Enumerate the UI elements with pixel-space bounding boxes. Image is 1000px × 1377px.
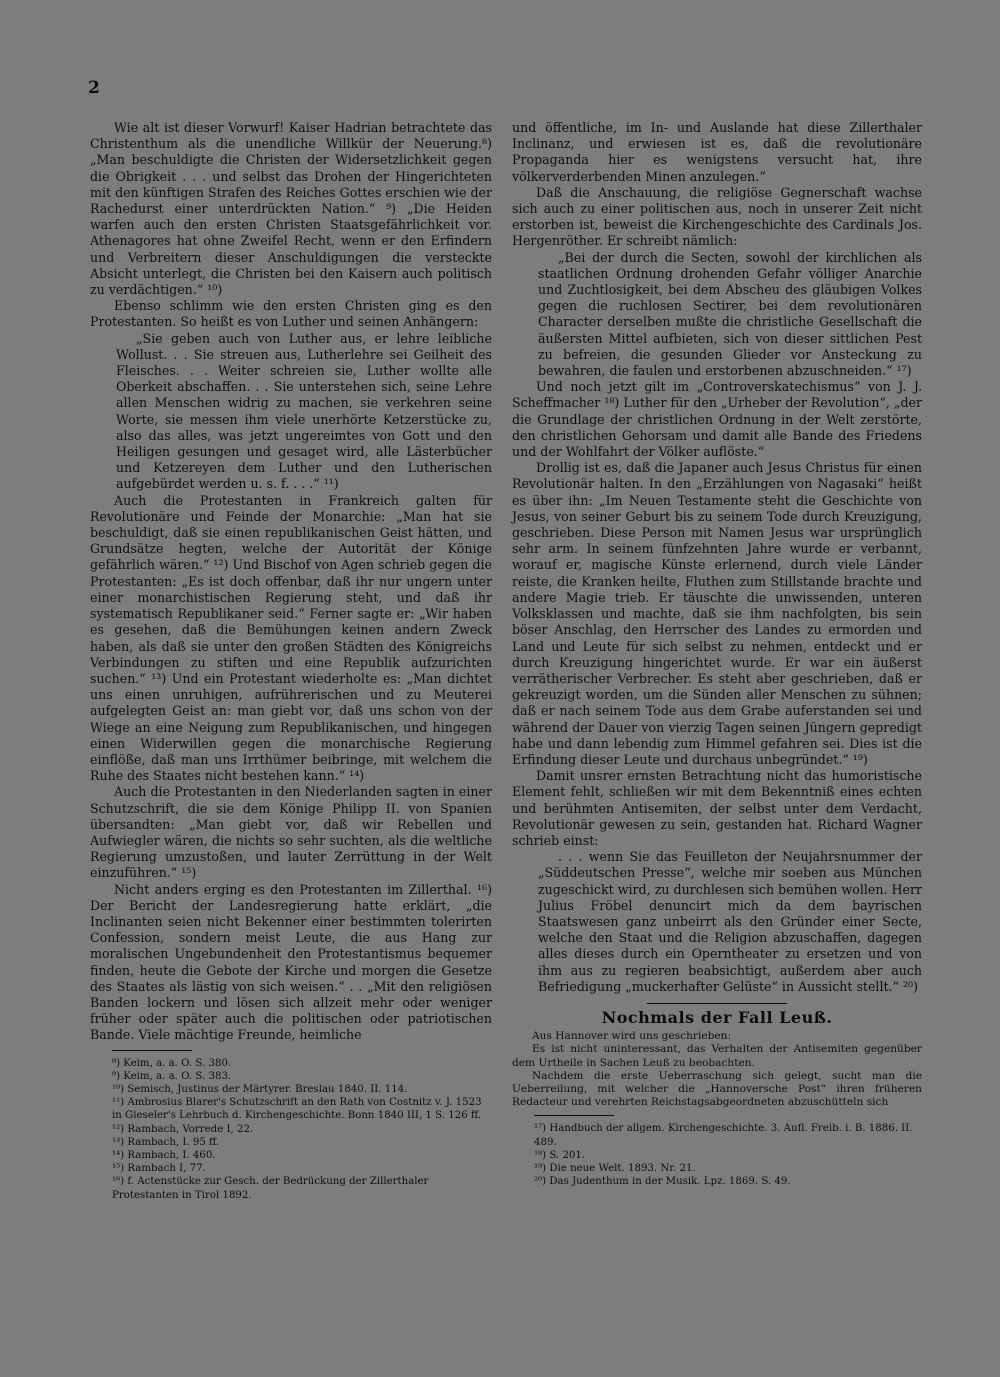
footnote: ⁹) Keim, a. a. O. S. 383. <box>112 1070 232 1082</box>
paragraph: Daß die Anschauung, die religiöse Gegnerschaft wachse sich auch zu einer politischen aus, noch in unserer Zeit nicht erstorben ist, beweist die Kirchengeschichte des Cardinals Jos. Hergenröther. Er schreibt nämlich: <box>512 184 922 249</box>
quote: „Sie geben auch von Luther aus, er lehre leibliche Wollust. . . Sie streuen aus, Lutherlehre sei Geilheit des Fleisches. . . Weiter schreien sie, Luther wollte alle Oberkeit abschaffen. . . Sie unterstehen sich, seine Lehre allen Menschen widrig zu machen, sie verkehren seine Worte, sie messen ihm viele unerhörte Ketzerstücke zu, also das alles, was jetzt ungereimtes von Gott und den Heiligen gesungen und gesaget wird, alle Lästerbücher und Ketzereyen dem Luther und den Lutherischen aufgebürdet werden u. s. f. . . .“ ¹¹) <box>116 330 492 492</box>
section-heading: Nochmals der Fall Leuß. <box>601 1007 833 1027</box>
paragraph: Aus Hannover wird uns geschrieben: <box>532 1030 732 1043</box>
paragraph: Auch die Protestanten in Frankreich galten für Revolutionäre und Feinde der Monarchie: „Man hat sie beschuldigt, daß sie einen republikanischen Geist hätten, und Grundsätze hegten, welche der Autorität der Könige gefährlich wären.“ ¹²) Und Bischof von Agen schrieb gegen die Protestanten: „Es ist doch offenbar, daß ihr nur ungern unter einer monarchistischen Regierung steht, und daß ihr systematisch Republikaner seid.“ Ferner sagte er: „Wir haben es gesehen, daß die Bemühungen keinen andern Zweck haben, als daß sie unter den großen Städten des Königreichs Verbindungen zu stiften und eine Republik aufzurichten suchen.“ ¹³) Und ein Protestant wiederholte es: „Man dichtet uns einen unruhigen, aufrührerischen und zu Meuterei aufgelegten Geist an: man giebt vor, daß uns schon von der Wiege an eine Neigung zum Republikanischen, und hingegen einen Widerwillen gegen die monarchische Regierung einflöße, daß man uns Irrthümer beibringe, mit welchem die Ruhe des Staates nicht bestehen kann.“ ¹⁴) <box>90 492 492 784</box>
paragraph: Nicht anders erging es den Protestanten im Zillerthal. ¹⁶) Der Bericht der Landesregierung hatte erklärt, „die Inclinanten seien nicht Bekenner einer bestimmten tolerirten Confession, sondern meist Leute, die aus Hang zur moralischen Ungebundenheit den Protestantismus bequemer finden, heute die Gebote der Kirche und morgen die Gesetze des Staates als lästig von sich weisen.“ . . „Mit den religiösen Banden lockern und lösen sich allzeit mehr oder weniger früher oder später auch die politischen oder patriotischen Bande. Viele mächtige Freunde, heimliche <box>90 881 492 1043</box>
paragraph: Wie alt ist dieser Vorwurf! Kaiser Hadrian betrachtete das Christenthum als die unendliche Willkür der Neuerung.⁸) „Man beschuldigte die Christen der Widersetzlichkeit gegen die Obrigkeit . . . und selbst das Drohen der Hingerichteten mit den künftigen Strafen des Reiches Gottes erschien wie der Rachedurst einer unterdrückten Nation.“ ⁹) „Die Heiden warfen auch den ersten Christen Staatsgefährlichkeit vor. Athenagores hat ohne Zweifel Recht, wenn er den Erfindern und Verbreitern dieser Anschuldigungen die versteckte Absicht unterlegt, die Christen bei den Kaisern auch politisch zu verdächtigen.“ ¹⁰) <box>90 120 492 298</box>
quote: . . . wenn Sie das Feuilleton der Neujahrsnummer der „Süddeutschen Presse“, welche mir soeben aus München zugeschickt wird, zu durchlesen sich bemühen wollen. Herr Julius Fröbel denuncirt mich da dem bayrischen Staatswesen ganz unbeirrt als den Gründer einer Secte, welche den Staat und die Religion abzuschaffen, dagegen alles dieses durch ein Operntheater zu ersetzen und von ihm aus zu regieren beabsichtigt, außerdem aber auch Befriedigung „muckerhafter Gelüste“ in Aussicht stellt.“ ²⁰) <box>538 849 922 994</box>
footnote: ¹⁸) S. 201. <box>534 1149 586 1161</box>
right-column <box>512 120 922 1188</box>
paragraph: Damit unsrer ernsten Betrachtung nicht das humoristische Element fehlt, schließen wir mit dem Bekenntniß eines echten und berühmten Antisemiten, der selbst unter dem Verdacht, Revolutionär gewesen zu sein, gestanden hat. Richard Wagner schrieb einst: <box>512 768 922 848</box>
quote: „Bei der durch die Secten, sowohl der kirchlichen als staatlichen Ordnung drohenden Gefahr völliger Anarchie und Zuchtlosigkeit, bei dem Abscheu des gläubigen Volkes gegen die ruchlosen Sectirer, bei dem revolutionären Character derselben mußte die christliche Gesellschaft die äußersten Mittel aufbieten, sich von dieser sittlichen Pest zu befreien, die gesunden Glieder vor Ansteckung zu bewahren, die faulen und erstorbenen abzuschneiden.“ ¹⁷) <box>538 249 922 379</box>
footnote-divider <box>534 1115 614 1116</box>
paragraph: Drollig ist es, daß die Japaner auch Jesus Christus für einen Revolutionär halten. In den „Erzählungen von Nagasaki“ heißt es über ihn: „Im Neuen Testamente steht die Geschichte von Jesus, von seiner Geburt bis zu seinem Tode durch Kreuzigung, geschrieben. Diese Person mit Namen Jesus war ursprünglich sehr arm. In seinem fünfzehnten Jahre wurde er verbannt, worauf er, magische Künste erlernend, durch viele Länder reiste, die Kranken heilte, Fluthen zum Stillstande brachte und andere Magie trieb. Er täuschte die unwissenden, unteren Volksklassen und machte, daß sie ihm nachfolgten, bis sein böser Anschlag, den Herrscher des Landes zu ermorden und Land und Leute für sich selbst zu nehmen, entdeckt und er durch Kreuzigung hingerichtet wurde. Er war ein äußerst verrätherischer Verbrecher. Es steht aber geschrieben, daß er gekreuzigt worden, um die Sünden aller Menschen zu sühnen; daß er nach seinem Tode aus dem Grabe auferstanden sei und während der Dauer von vierzig Tagen seinen Jüngern gepredigt habe und dann lebendig zum Himmel gefahren sei. Dies ist die Erfindung dieser Leute und durchaus unbegründet.“ ¹⁹) <box>512 460 922 767</box>
footnote: ¹⁷) Handbuch der allgem. Kirchengeschichte. 3. Aufl. Freib. i. B. 1886. II. 489. <box>534 1123 913 1148</box>
paragraph: und öffentliche, im In- und Auslande hat diese Zillerthaler Inclinanz, und erwiesen ist es, daß die revolutionäre Propaganda hier es wenigstens versucht hat, ihre völkerverderbenden Minen anzulegen.“ <box>512 120 922 184</box>
paragraph: Nachdem die erste Ueberraschung sich gelegt, sucht man die Ueberreilung, mit welcher die „Hannoversche Post“ ihren früheren Redacteur und verehrten Reichstagsabgeordneten abzuschütteln sich <box>512 1069 922 1109</box>
footnote: ¹⁶) f. Actenstücke zur Gesch. der Bedrückung der Zillerthaler Protestanten in Tirol 1892. <box>112 1176 429 1201</box>
paragraph: Auch die Protestanten in den Niederlanden sagten in einer Schutzschrift, die sie dem Könige Philipp II. von Spanien übersandten: „Man giebt vor, daß wir Rebellen und Aufwiegler wären, die nichts so sehr suchten, als die weltliche Regierung umzustoßen, und lauter Zerrüttung in der Welt einzuführen.“ ¹⁵) <box>90 784 492 881</box>
footnote: ¹²) Rambach, Vorrede I, 22. <box>112 1123 254 1135</box>
footnote: ¹⁵) Rambach I, 77. <box>112 1163 206 1175</box>
footnote: ¹⁴) Rambach, I. 460. <box>112 1150 216 1161</box>
footnote-divider <box>112 1050 192 1051</box>
footnote: ⁸) Keim, a. a. O. S. 380. <box>112 1057 232 1069</box>
section-divider <box>647 1003 787 1004</box>
footnote: ¹⁰) Semisch, Justinus der Märtyrer. Breslau 1840. II. 114. <box>112 1083 408 1095</box>
footnote: ¹³) Rambach, I. 95 ff. <box>112 1136 220 1148</box>
page-number: 2 <box>88 78 100 98</box>
footnote: ²⁰) Das Judenthum in der Musik. Lpz. 1869. S. 49. <box>534 1176 791 1188</box>
paragraph: Ebenso schlimm wie den ersten Christen ging es den Protestanten. So heißt es von Luther und seinen Anhängern: <box>90 298 492 330</box>
section-body <box>512 1030 922 1109</box>
footnote: ¹¹) Ambrosius Blarer's Schutzschrift an den Rath von Costnitz v. J. 1523 in Gieseler's Lehrbuch d. Kirchengeschichte. Bonn 1840 III, 1 S. 126 ff. <box>112 1097 482 1122</box>
paragraph: Und noch jetzt gilt im „Controverskatechismus“ von J. J. Scheffmacher ¹⁸) Luther für den „Urheber der Revolution“, „der die Grundlage der christlichen Ordnung in der Welt zerstörte, den christlichen Gehorsam und damit alle Bande des Friedens und der Wohlfahrt der Völker auflöste.“ <box>512 379 922 460</box>
paragraph: Es ist nicht uninteressant, das Verhalten der Antisemiten gegenüber dem Urtheile in Sachen Leuß zu beobachten. <box>512 1043 922 1069</box>
footnote: ¹⁹) Die neue Welt. 1893. Nr. 21. <box>534 1163 696 1174</box>
left-column <box>90 120 492 1202</box>
